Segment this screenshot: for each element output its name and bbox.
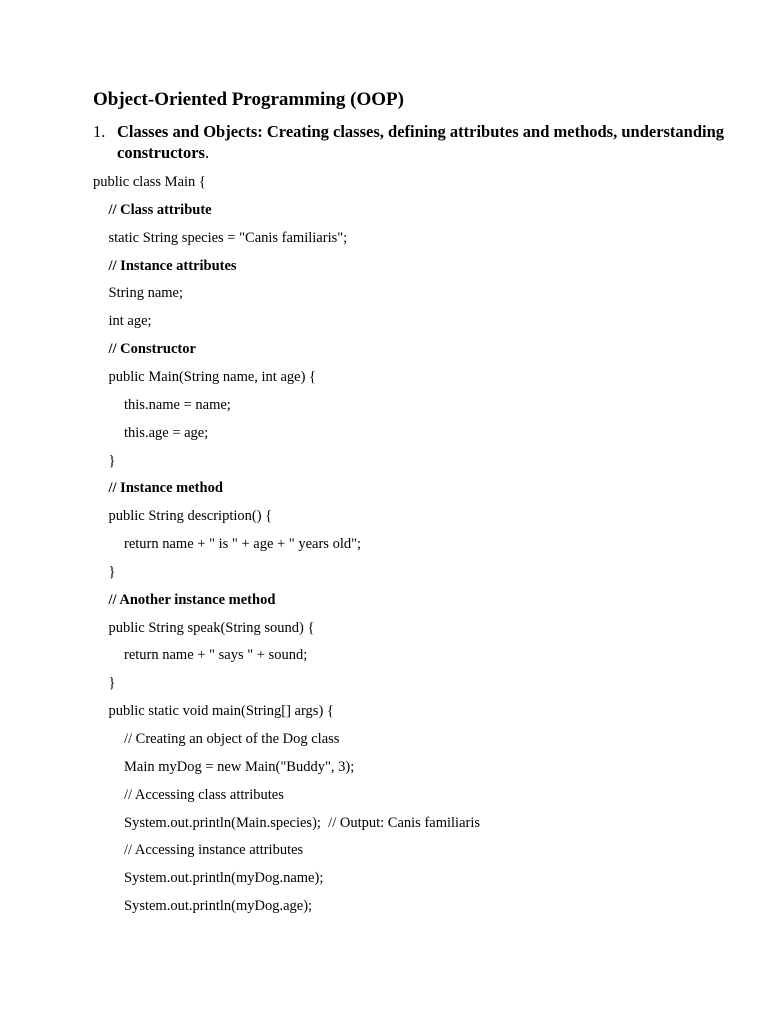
code-line: this.age = age; (124, 425, 209, 441)
code-line: static String species = "Canis familiaris"; (108, 230, 348, 246)
code-line: public class Main { (93, 174, 206, 190)
code-line: public Main(String name, int age) { (108, 369, 316, 385)
code-comment-line: // Class attribute (108, 202, 212, 218)
list-item-number: 1. (93, 122, 106, 141)
list-item-tail-text: . (204, 143, 210, 162)
code-line: // Accessing class attributes (124, 787, 284, 803)
code-comment-line: // Another instance method (108, 592, 276, 608)
code-comment-line: // Instance method (108, 480, 223, 496)
code-line: return name + " is " + age + " years old"; (124, 536, 362, 552)
code-line: System.out.println(myDog.age); (124, 898, 313, 914)
code-line: this.name = name; (124, 397, 231, 413)
code-line: System.out.println(myDog.name); (124, 870, 324, 886)
code-line: public static void main(String[] args) { (108, 703, 334, 719)
list-item-text (117, 121, 727, 163)
code-line: } (108, 675, 116, 691)
code-comment-line: // Instance attributes (108, 258, 237, 274)
code-line: return name + " says " + sound; (124, 647, 308, 663)
code-line: public String speak(String sound) { (108, 620, 315, 636)
document-title: Object-Oriented Programming (OOP) (93, 89, 404, 110)
code-line: public String description() { (108, 508, 273, 524)
code-line: } (108, 453, 116, 469)
code-comment-line: // Constructor (108, 341, 196, 357)
code-line: int age; (108, 313, 152, 329)
code-line: // Creating an object of the Dog class (124, 731, 340, 747)
list-item-bold-text: Classes and Objects: Creating classes, defining attributes and methods, understanding constructors (117, 122, 725, 162)
code-line: Main myDog = new Main("Buddy", 3); (124, 759, 355, 775)
code-line: } (108, 564, 116, 580)
code-line: System.out.println(Main.species); // Output: Canis familiaris (124, 815, 481, 831)
code-line: String name; (108, 285, 184, 301)
code-line: // Accessing instance attributes (124, 842, 304, 858)
